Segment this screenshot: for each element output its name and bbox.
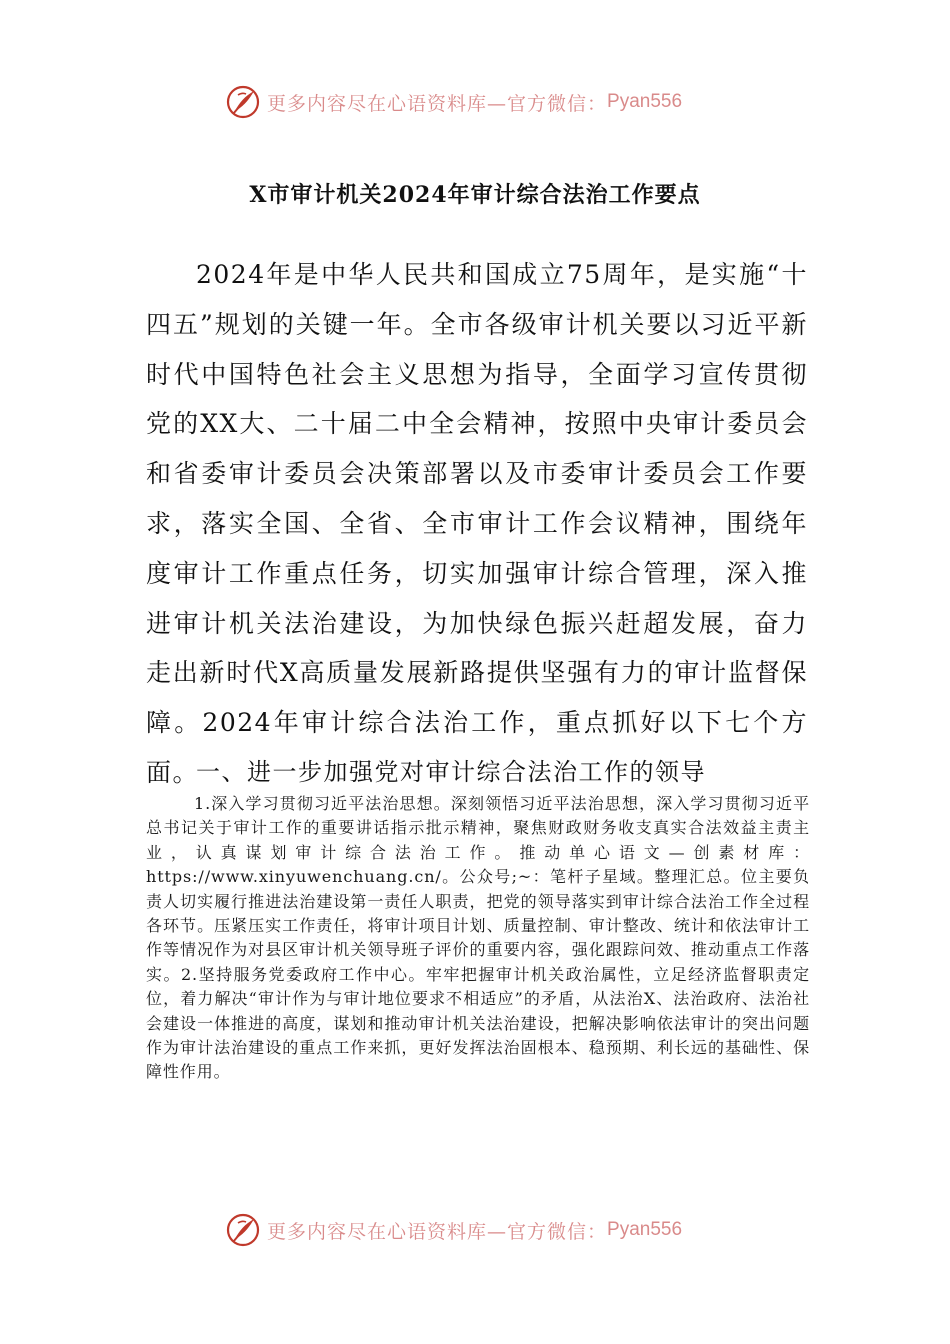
watermark-wechat-id: Pyan556 — [607, 91, 683, 112]
document-title: X市审计机关2024年审计综合法治工作要点 — [249, 182, 701, 208]
quill-logo-icon — [225, 1212, 261, 1248]
watermark-text: 更多内容尽在心语资料库—官方微信： — [267, 1220, 608, 1243]
quill-logo-icon — [225, 84, 261, 120]
watermark-wechat-id: Pyan556 — [607, 1219, 683, 1240]
watermark-banner-top — [225, 80, 682, 124]
watermark-text: 更多内容尽在心语资料库—官方微信： — [267, 92, 608, 115]
section-body-paragraph: 1.深入学习贯彻习近平法治思想。深刻领悟习近平法治思想，深入学习贯彻习近平总书记关于审计工作的重要讲话指示批示精神，聚焦财政财务收支真实合法效益主责主业，认真谋划审计综合法治工作。推动单心语文—创素材库：https://www.xinyuwenchuang.cn/。公众号;~：笔杆子星域。整理汇总。位主要负责人切实履行推进法治建设第一责任人职责，把党的领导落实到审计综合法治工作全过程各环节。压紧压实工作责任，将审计项目计划、质量控制、审计整改、统计和依法审计工作等情况作为对县区审计机关领导班子评价的重要内容，强化跟踪问效、推动重点工作落实。2.坚持服务党委政府工作中心。牢牢把握审计机关政治属性，立足经济监督职责定位，着力解决“审计作为与审计地位要求不相适应”的矛盾，从法治X、法治政府、法治社会建设一体推进的高度，谋划和推动审计机关法治建设，把解决影响依法审计的突出问题作为审计法治建设的重点工作来抓，更好发挥法治固根本、稳预期、利长远的基础性、保障性作用。 — [146, 794, 810, 1082]
watermark-banner-bottom — [225, 1208, 682, 1252]
section-heading: 一、进一步加强党对审计综合法治工作的领导 — [196, 758, 706, 786]
intro-paragraph: 2024年是中华人民共和国成立75周年，是实施“十四五”规划的关键一年。全市各级审计机关要以习近平新时代中国特色社会主义思想为指导，全面学习宣传贯彻党的XX大、二十届二中全会精神，按照中央审计委员会和省委审计委员会决策部署以及市委审计委员会工作要求，落实全国、全省、全市审计工作会议精神，围绕年度审计工作重点任务，切实加强审计综合管理，深入推进审计机关法治建设，为加快绿色振兴赶超发展，奋力走出新时代X高质量发展新路提供坚强有力的审计监督保障。2024年审计综合法治工作，重点抓好以下七个方面。 — [146, 260, 808, 787]
